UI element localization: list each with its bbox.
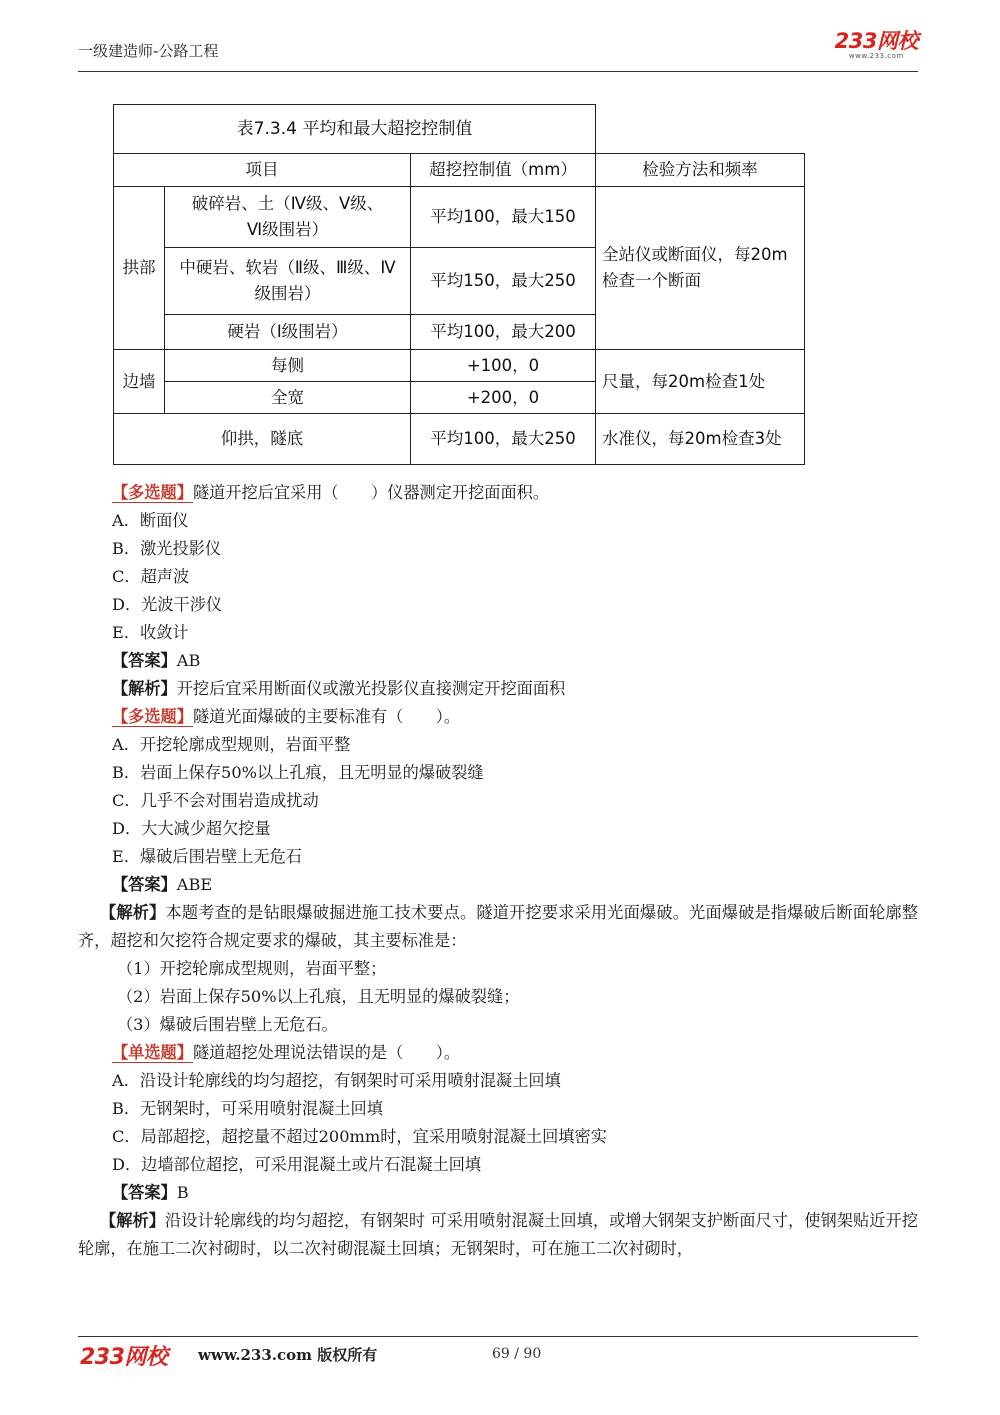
- answer-value: ABE: [176, 875, 213, 894]
- table-group-wall: 边墙: [114, 350, 165, 414]
- table-cell-value: 平均150，最大250: [411, 248, 596, 315]
- answer-label: 【答案】: [112, 1183, 177, 1202]
- question-stem: [78, 1039, 918, 1067]
- question-stem-text: 隧道光面爆破的主要标准有（ ）。: [192, 707, 461, 726]
- table-cell-method: 全站仪或断面仪，每20m检查一个断面: [596, 187, 805, 350]
- table-header-method: 检验方法和频率: [596, 154, 805, 187]
- table-cell-item: 破碎岩、土（Ⅳ级、Ⅴ级、Ⅵ级围岩）: [165, 187, 411, 248]
- analysis-paragraph: [78, 1207, 918, 1263]
- table-cell-method: 尺量，每20m检查1处: [596, 350, 805, 414]
- question-stem-text: 隧道开挖后宜采用（ ）仪器测定开挖面面积。: [192, 483, 550, 502]
- answer-value: B: [176, 1183, 189, 1202]
- question-stem-text: 隧道超挖处理说法错误的是（ ）。: [192, 1043, 461, 1062]
- brand-logo[interactable]: [835, 30, 918, 60]
- analysis-text: 沿设计轮廓线的均匀超挖，有钢架时 可采用喷射混凝土回填，或增大钢架支护断面尺寸，使钢架贴近开挖轮廓，在施工二次衬砌时，以二次衬砌混凝土回填；无钢架时，可在施工二次衬砌时，: [78, 1211, 918, 1258]
- option-item: C．局部超挖，超挖量不超过200mm时，宜采用喷射混凝土回填密实: [112, 1127, 607, 1146]
- option-item: E．收敛计: [112, 623, 189, 642]
- analysis-text: 开挖后宜采用断面仪或激光投影仪直接测定开挖面面积: [176, 679, 566, 698]
- table-cell-item: 每侧: [165, 350, 411, 382]
- analysis-label: 【解析】: [112, 679, 177, 698]
- brand-logo-text: 233网校: [834, 29, 918, 53]
- answer-value: AB: [176, 651, 201, 670]
- option-item: B．激光投影仪: [112, 539, 222, 558]
- analysis-point: （1）开挖轮廓成型规则，岩面平整；: [117, 959, 387, 978]
- analysis-point: （3）爆破后围岩壁上无危石。: [117, 1015, 338, 1034]
- table-cell-item: 仰拱，隧底: [114, 414, 411, 465]
- answer-line: [78, 1179, 918, 1207]
- analysis-label: 【解析】: [100, 1211, 166, 1230]
- footer-logo[interactable]: 233网校: [80, 1345, 168, 1370]
- option-item: B．岩面上保存50%以上孔痕，且无明显的爆破裂缝: [112, 763, 484, 782]
- table-header-value: 超挖控制值（mm）: [411, 154, 596, 187]
- option-item: D．大大减少超欠挖量: [112, 819, 271, 838]
- option-item: C．几乎不会对围岩造成扰动: [112, 791, 319, 810]
- option-item: B．无钢架时，可采用喷射混凝土回填: [112, 1099, 383, 1118]
- answer-line: [78, 647, 918, 675]
- footer-divider: [78, 1336, 918, 1337]
- table-cell-item: 全宽: [165, 382, 411, 414]
- document-header-title: 一级建造师-公路工程: [78, 42, 219, 60]
- page-number: 69 / 90: [492, 1346, 542, 1362]
- question-stem: [78, 703, 918, 731]
- option-item: D．边墙部位超挖，可采用混凝土或片石混凝土回填: [112, 1155, 482, 1174]
- table-cell-value: 平均100，最大150: [411, 187, 596, 248]
- option-item: E．爆破后围岩壁上无危石: [112, 847, 302, 866]
- analysis-line: [78, 675, 918, 703]
- overbreak-control-table: [113, 104, 805, 465]
- option-item: A．沿设计轮廓线的均匀超挖，有钢架时可采用喷射混凝土回填: [112, 1071, 561, 1090]
- table-caption: 表7.3.4 平均和最大超挖控制值: [114, 105, 596, 154]
- table-cell-value: +200，0: [411, 382, 596, 414]
- footer-copyright: www.233.com 版权所有: [198, 1346, 378, 1364]
- brand-logo-url: www.233.com: [848, 52, 904, 60]
- table-cell-method: 水准仪，每20m检查3处: [596, 414, 805, 465]
- answer-line: [78, 871, 918, 899]
- answer-label: 【答案】: [112, 651, 177, 670]
- option-item: D．光波干涉仪: [112, 595, 223, 614]
- option-item: A．断面仪: [112, 511, 189, 530]
- question-type-tag: 【多选题】: [112, 483, 193, 502]
- header-divider: [78, 71, 918, 72]
- analysis-point: （2）岩面上保存50%以上孔痕，且无明显的爆破裂缝；: [117, 987, 520, 1006]
- answer-label: 【答案】: [112, 875, 177, 894]
- analysis-text: 本题考查的是钻眼爆破掘进施工技术要点。隧道开挖要求采用光面爆破。光面爆破是指爆破后断面轮廓整齐，超挖和欠挖符合规定要求的爆破，其主要标准是：: [78, 903, 919, 950]
- table-group-arch: 拱部: [114, 187, 165, 350]
- option-item: A．开挖轮廓成型规则，岩面平整: [112, 735, 351, 754]
- table-cell-value: 平均100，最大200: [411, 315, 596, 350]
- table-cell-value: +100，0: [411, 350, 596, 382]
- analysis-label: 【解析】: [100, 903, 166, 922]
- table-cell-item: 硬岩（Ⅰ级围岩）: [165, 315, 411, 350]
- question-type-tag: 【单选题】: [112, 1043, 193, 1062]
- analysis-paragraph: [78, 899, 918, 955]
- option-item: C．超声波: [112, 567, 190, 586]
- question-type-tag: 【多选题】: [112, 707, 193, 726]
- question-content: [78, 479, 918, 1263]
- table-cell-item: 中硬岩、软岩（Ⅱ级、Ⅲ级、Ⅳ级围岩）: [165, 248, 411, 315]
- table-cell-value: 平均100，最大250: [411, 414, 596, 465]
- question-stem: [78, 479, 918, 507]
- table-header-item: 项目: [114, 154, 411, 187]
